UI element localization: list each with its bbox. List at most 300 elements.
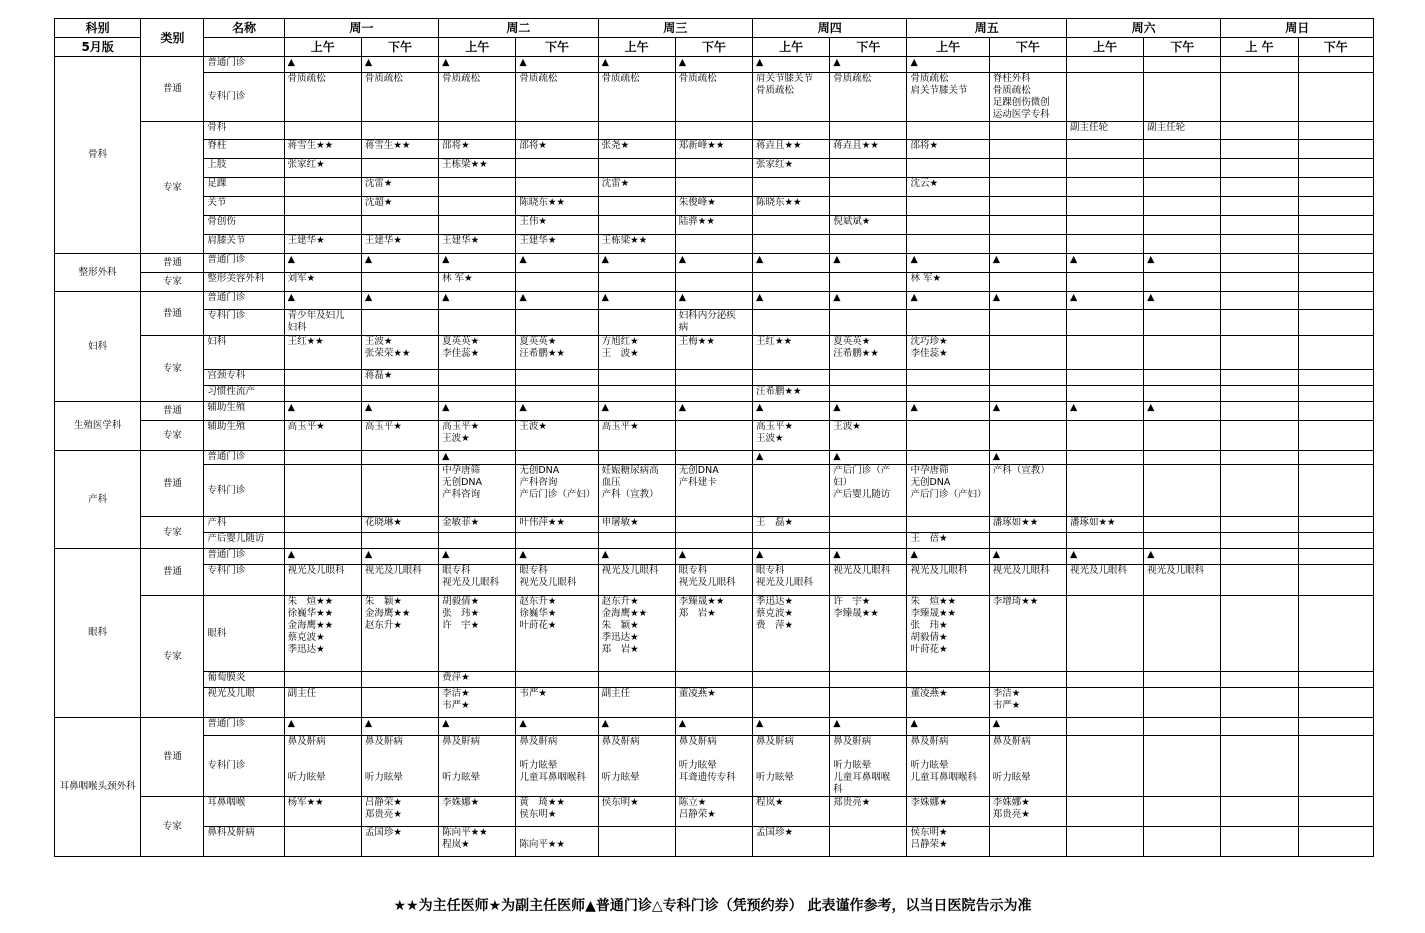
schedule-cell: 骨质疏松 xyxy=(361,73,438,122)
header-pm: 下午 xyxy=(1298,38,1373,57)
schedule-cell xyxy=(1298,235,1373,254)
schedule-cell xyxy=(361,216,438,235)
schedule-cell xyxy=(1144,159,1221,178)
schedule-cell: ▲ xyxy=(675,402,752,421)
header-am: 上午 xyxy=(753,38,830,57)
schedule-cell: 王红★★ xyxy=(753,336,830,370)
clinic-name-cell: 辅助生殖 xyxy=(204,402,284,421)
schedule-cell: ▲ xyxy=(1144,549,1221,565)
schedule-cell: 朱 颖★ 金海鹰★★ 赵东升★ xyxy=(361,596,438,672)
schedule-cell xyxy=(830,273,907,292)
schedule-cell: 鼻及鼾病 听力眩晕 xyxy=(753,736,830,797)
schedule-cell xyxy=(675,827,752,857)
header-am-sun: 上 午 xyxy=(1221,38,1298,57)
table-row xyxy=(55,386,1374,402)
schedule-cell xyxy=(907,197,989,216)
table-row xyxy=(55,216,1374,235)
schedule-cell: ▲ xyxy=(284,549,361,565)
schedule-cell xyxy=(598,310,675,336)
clinic-name-cell: 辅助生殖 xyxy=(204,421,284,451)
schedule-cell xyxy=(1144,827,1221,857)
schedule-cell xyxy=(1221,565,1298,596)
schedule-cell xyxy=(989,197,1066,216)
schedule-cell xyxy=(1144,451,1221,465)
schedule-cell: ▲ xyxy=(598,549,675,565)
schedule-cell: 产科（宣教） xyxy=(989,465,1066,517)
schedule-cell xyxy=(1144,672,1221,688)
clinic-name-cell: 骨科 xyxy=(204,122,284,140)
schedule-cell xyxy=(830,159,907,178)
table-row xyxy=(55,140,1374,159)
header-mon: 周一 xyxy=(284,19,438,38)
schedule-cell: 李姝娜★ xyxy=(907,797,989,827)
schedule-cell: ▲ xyxy=(439,451,516,465)
schedule-cell xyxy=(1144,178,1221,197)
clinic-name-cell: 上肢 xyxy=(204,159,284,178)
schedule-cell xyxy=(284,517,361,533)
schedule-cell xyxy=(1221,672,1298,688)
schedule-cell xyxy=(675,370,752,386)
schedule-cell: 赵东升★ 金海鹰★★ 朱 颖★ 季迅达★ 郑 岩★ xyxy=(598,596,675,672)
schedule-cell xyxy=(1066,235,1143,254)
schedule-cell: ▲ xyxy=(361,549,438,565)
schedule-cell: ▲ xyxy=(989,549,1066,565)
schedule-cell: ▲ xyxy=(753,549,830,565)
schedule-body xyxy=(55,19,1374,857)
schedule-cell xyxy=(1221,178,1298,197)
schedule-cell: 邵将★ xyxy=(907,140,989,159)
schedule-cell xyxy=(439,370,516,386)
table-row xyxy=(55,465,1374,517)
schedule-cell xyxy=(1221,517,1298,533)
schedule-cell: 鼻及鼾病 听力眩晕 xyxy=(284,736,361,797)
schedule-cell: ▲ xyxy=(830,718,907,736)
schedule-cell xyxy=(284,197,361,216)
schedule-cell: ▲ xyxy=(439,402,516,421)
dept-cell: 耳鼻咽喉头颈外科 xyxy=(55,718,141,857)
schedule-cell xyxy=(753,310,830,336)
type-cell: 专家 xyxy=(141,421,204,451)
schedule-cell xyxy=(830,517,907,533)
schedule-cell xyxy=(1066,736,1143,797)
schedule-cell xyxy=(675,178,752,197)
schedule-cell: 申屠敏★ xyxy=(598,517,675,533)
schedule-cell: 朱 煊★★ 李臻晟★★ 张 玮★ 胡毅倩★ 叶莳花★ xyxy=(907,596,989,672)
table-row xyxy=(55,533,1374,549)
schedule-cell: 赵东升★ 徐巍华★ 叶莳花★ xyxy=(516,596,598,672)
schedule-cell: 沈雷★ xyxy=(598,178,675,197)
type-cell: 普通 xyxy=(141,451,204,517)
schedule-cell: 骨质疏松 xyxy=(598,73,675,122)
schedule-cell xyxy=(598,197,675,216)
schedule-cell: 王建华★ xyxy=(284,235,361,254)
schedule-cell xyxy=(907,122,989,140)
schedule-cell: ▲ xyxy=(753,402,830,421)
schedule-cell xyxy=(1144,736,1221,797)
schedule-cell xyxy=(907,310,989,336)
schedule-cell xyxy=(1144,797,1221,827)
schedule-cell xyxy=(1221,292,1298,310)
schedule-cell xyxy=(516,672,598,688)
table-row xyxy=(55,549,1374,565)
schedule-cell xyxy=(1221,254,1298,273)
schedule-cell xyxy=(361,672,438,688)
header-pm: 下午 xyxy=(675,38,752,57)
schedule-cell: ▲ xyxy=(361,254,438,273)
header-am: 上午 xyxy=(1066,38,1143,57)
schedule-cell xyxy=(989,370,1066,386)
schedule-cell xyxy=(284,451,361,465)
schedule-cell xyxy=(1298,254,1373,273)
schedule-cell xyxy=(1144,336,1221,370)
legend-footer: ★★为主任医师★为副主任医师▲普通门诊△专科门诊（凭预约券） 此表谨作参考，以当日医院告示为准 xyxy=(393,898,1032,914)
schedule-cell: ▲ xyxy=(439,254,516,273)
type-cell: 普通 xyxy=(141,718,204,797)
clinic-name-cell: 普通门诊 xyxy=(204,718,284,736)
schedule-cell: 高玉平★ xyxy=(284,421,361,451)
schedule-cell: 中孕唐筛 无创DNA 产科咨询 xyxy=(439,465,516,517)
header-wed: 周三 xyxy=(598,19,752,38)
schedule-cell xyxy=(1221,386,1298,402)
schedule-cell: 蒋雪生★★ xyxy=(284,140,361,159)
schedule-cell: 视光及儿眼科 xyxy=(1144,565,1221,596)
schedule-cell: ▲ xyxy=(1066,549,1143,565)
schedule-cell xyxy=(830,672,907,688)
schedule-cell xyxy=(675,672,752,688)
clinic-name-cell: 专科门诊 xyxy=(204,73,284,122)
schedule-cell xyxy=(675,421,752,451)
schedule-cell xyxy=(1144,197,1221,216)
schedule-cell xyxy=(1144,57,1221,73)
schedule-cell xyxy=(1298,197,1373,216)
schedule-cell xyxy=(753,216,830,235)
schedule-cell xyxy=(439,310,516,336)
schedule-cell xyxy=(516,386,598,402)
schedule-cell: 朱俊峰★ xyxy=(675,197,752,216)
schedule-cell: ▲ xyxy=(439,57,516,73)
schedule-cell: 张家红★ xyxy=(284,159,361,178)
schedule-cell xyxy=(598,122,675,140)
schedule-cell xyxy=(1221,216,1298,235)
schedule-cell xyxy=(830,310,907,336)
header-pm: 下午 xyxy=(516,38,598,57)
schedule-cell xyxy=(1298,451,1373,465)
schedule-cell: ▲ xyxy=(1144,254,1221,273)
schedule-cell xyxy=(1221,370,1298,386)
schedule-cell xyxy=(989,159,1066,178)
schedule-cell xyxy=(598,159,675,178)
table-row xyxy=(55,797,1374,827)
header-sun: 周日 xyxy=(1221,19,1374,38)
schedule-cell: 眼专科 视光及儿眼科 xyxy=(516,565,598,596)
schedule-cell: 蒋雪生★★ xyxy=(361,140,438,159)
table-row xyxy=(55,451,1374,465)
schedule-cell: ▲ xyxy=(753,57,830,73)
schedule-cell xyxy=(516,310,598,336)
schedule-cell xyxy=(516,273,598,292)
clinic-name-cell: 专科门诊 xyxy=(204,565,284,596)
schedule-cell xyxy=(1066,386,1143,402)
schedule-cell xyxy=(675,273,752,292)
schedule-cell xyxy=(598,273,675,292)
schedule-cell xyxy=(1066,140,1143,159)
schedule-cell xyxy=(907,421,989,451)
schedule-cell xyxy=(1066,596,1143,672)
schedule-cell xyxy=(675,533,752,549)
schedule-cell xyxy=(284,533,361,549)
schedule-cell: ▲ xyxy=(598,718,675,736)
schedule-cell: 肩关节膝关节 骨质疏松 xyxy=(753,73,830,122)
schedule-cell xyxy=(284,386,361,402)
schedule-cell: 鼻及鼾病 听力眩晕 xyxy=(361,736,438,797)
schedule-cell xyxy=(753,273,830,292)
schedule-cell xyxy=(753,235,830,254)
schedule-cell xyxy=(989,235,1066,254)
schedule-cell xyxy=(1298,736,1373,797)
schedule-cell: 张尧★ xyxy=(598,140,675,159)
schedule-cell xyxy=(516,178,598,197)
header-fri: 周五 xyxy=(907,19,1066,38)
dept-cell: 妇科 xyxy=(55,292,141,402)
clinic-name-cell: 骨创伤 xyxy=(204,216,284,235)
schedule-cell xyxy=(753,672,830,688)
type-cell: 专家 xyxy=(141,797,204,857)
type-cell: 专家 xyxy=(141,517,204,549)
clinic-name-cell: 习惯性流产 xyxy=(204,386,284,402)
schedule-cell xyxy=(1144,370,1221,386)
schedule-cell: ▲ xyxy=(598,402,675,421)
schedule-cell xyxy=(989,57,1066,73)
schedule-cell: 蒋磊★ xyxy=(361,370,438,386)
schedule-cell xyxy=(1221,421,1298,451)
schedule-cell: 朱 煊★★ 徐巍华★★ 金海鹰★★ 蔡克波★ 季迅达★ xyxy=(284,596,361,672)
schedule-cell: 潘琢如★★ xyxy=(989,517,1066,533)
schedule-cell: 侯东明★ 吕静荣★ xyxy=(907,827,989,857)
schedule-cell: 王建华★ xyxy=(361,235,438,254)
schedule-cell: 李姝娜★ xyxy=(439,797,516,827)
schedule-cell xyxy=(830,827,907,857)
schedule-cell xyxy=(439,197,516,216)
schedule-cell xyxy=(1221,465,1298,517)
header-pm: 下午 xyxy=(830,38,907,57)
schedule-cell: 骨质疏松 xyxy=(284,73,361,122)
schedule-cell xyxy=(1221,451,1298,465)
header-tue: 周二 xyxy=(439,19,598,38)
schedule-cell: 陈晓东★★ xyxy=(516,197,598,216)
schedule-cell: ▲ xyxy=(989,292,1066,310)
table-row xyxy=(55,517,1374,533)
schedule-cell: ▲ xyxy=(1144,402,1221,421)
schedule-cell xyxy=(1298,386,1373,402)
schedule-cell xyxy=(598,216,675,235)
schedule-cell xyxy=(516,533,598,549)
schedule-cell: ▲ xyxy=(830,254,907,273)
schedule-cell: ▲ xyxy=(598,292,675,310)
schedule-cell: 鼻及鼾病 听力眩晕 xyxy=(989,736,1066,797)
schedule-cell: ▲ xyxy=(439,292,516,310)
schedule-cell: 无创DNA 产科建卡 xyxy=(675,465,752,517)
schedule-cell: ▲ xyxy=(516,254,598,273)
schedule-cell: ▲ xyxy=(675,254,752,273)
schedule-cell xyxy=(1066,159,1143,178)
schedule-cell: 眼专科 视光及儿眼科 xyxy=(675,565,752,596)
schedule-cell: 副主任轮 xyxy=(1066,122,1143,140)
dept-cell: 骨科 xyxy=(55,57,141,254)
schedule-cell: ▲ xyxy=(907,402,989,421)
header-type: 类别 xyxy=(141,19,204,57)
schedule-cell xyxy=(1221,736,1298,797)
schedule-cell xyxy=(907,517,989,533)
schedule-cell: 方旭红★ 王 波★ xyxy=(598,336,675,370)
schedule-cell xyxy=(830,688,907,718)
schedule-cell: 陈向平★★ 程岚★ xyxy=(439,827,516,857)
clinic-name-cell: 普通门诊 xyxy=(204,254,284,273)
schedule-cell xyxy=(598,451,675,465)
schedule-cell xyxy=(1298,533,1373,549)
schedule-cell xyxy=(1144,386,1221,402)
schedule-cell: 视光及儿眼科 xyxy=(989,565,1066,596)
schedule-cell: 王 磊★ xyxy=(753,517,830,533)
schedule-cell: ▲ xyxy=(598,254,675,273)
schedule-cell: ▲ xyxy=(516,292,598,310)
schedule-cell: ▲ xyxy=(1066,254,1143,273)
clinic-name-cell: 宫颈专科 xyxy=(204,370,284,386)
schedule-cell: 副主任轮 xyxy=(1144,122,1221,140)
schedule-cell xyxy=(1221,197,1298,216)
table-row xyxy=(55,273,1374,292)
schedule-cell: 郑贵亮★ xyxy=(830,797,907,827)
schedule-cell: 王 蓓★ xyxy=(907,533,989,549)
table-row xyxy=(55,235,1374,254)
schedule-cell xyxy=(1144,216,1221,235)
schedule-cell xyxy=(598,370,675,386)
schedule-cell: 王波★ xyxy=(516,421,598,451)
type-cell: 专家 xyxy=(141,336,204,402)
schedule-cell: 刘军★ xyxy=(284,273,361,292)
schedule-cell: 张家红★ xyxy=(753,159,830,178)
schedule-cell xyxy=(1221,122,1298,140)
schedule-cell xyxy=(284,370,361,386)
schedule-cell xyxy=(989,827,1066,857)
schedule-cell: ▲ xyxy=(830,292,907,310)
header-row-days xyxy=(55,19,1374,38)
dept-cell: 眼科 xyxy=(55,549,141,718)
schedule-cell xyxy=(516,370,598,386)
header-am: 上午 xyxy=(284,38,361,57)
schedule-cell xyxy=(1066,57,1143,73)
schedule-cell xyxy=(1298,178,1373,197)
table-row xyxy=(55,336,1374,370)
type-cell: 普通 xyxy=(141,549,204,596)
schedule-cell: 高玉平★ xyxy=(361,421,438,451)
clinic-name-cell: 普通门诊 xyxy=(204,549,284,565)
table-row xyxy=(55,159,1374,178)
schedule-cell xyxy=(284,122,361,140)
schedule-cell: ▲ xyxy=(284,402,361,421)
schedule-cell xyxy=(439,533,516,549)
schedule-cell xyxy=(1221,797,1298,827)
schedule-cell xyxy=(907,370,989,386)
schedule-cell xyxy=(439,386,516,402)
schedule-cell: 沈超★ xyxy=(361,197,438,216)
schedule-cell xyxy=(1066,797,1143,827)
clinic-name-cell: 整形美容外科 xyxy=(204,273,284,292)
schedule-cell: 鼻及鼾病 听力眩晕 儿童耳鼻咽喉 科 xyxy=(830,736,907,797)
schedule-cell xyxy=(1144,140,1221,159)
header-row-halfday xyxy=(55,38,1374,57)
schedule-cell xyxy=(989,140,1066,159)
schedule-cell: ▲ xyxy=(516,549,598,565)
schedule-cell: ▲ xyxy=(361,402,438,421)
schedule-cell: ▲ xyxy=(1144,292,1221,310)
schedule-cell xyxy=(1221,336,1298,370)
clinic-name-cell: 产科 xyxy=(204,517,284,533)
schedule-cell xyxy=(361,273,438,292)
schedule-cell xyxy=(675,159,752,178)
schedule-table xyxy=(54,18,1374,857)
clinic-name-cell: 妇科 xyxy=(204,336,284,370)
schedule-cell: ▲ xyxy=(675,718,752,736)
table-row xyxy=(55,688,1374,718)
schedule-cell xyxy=(675,386,752,402)
schedule-cell xyxy=(1221,235,1298,254)
schedule-cell: ▲ xyxy=(361,57,438,73)
schedule-cell: 郑新峰★★ xyxy=(675,140,752,159)
schedule-cell xyxy=(1298,549,1373,565)
schedule-cell: 鼻及鼾病 听力眩晕 xyxy=(598,736,675,797)
schedule-cell xyxy=(598,533,675,549)
schedule-cell: ▲ xyxy=(284,292,361,310)
schedule-cell: ▲ xyxy=(907,718,989,736)
schedule-cell: 高玉平★ xyxy=(598,421,675,451)
schedule-cell: ▲ xyxy=(907,57,989,73)
schedule-cell: 副主任 xyxy=(598,688,675,718)
schedule-cell xyxy=(753,533,830,549)
header-dept: 科别 xyxy=(55,19,141,38)
schedule-cell: 李洁★ 韦严★ xyxy=(989,688,1066,718)
schedule-cell xyxy=(1066,370,1143,386)
schedule-cell: 李增琦★★ xyxy=(989,596,1066,672)
schedule-cell: 夏英英★ 汪希鹏★★ xyxy=(830,336,907,370)
table-row xyxy=(55,827,1374,857)
schedule-cell: 汪希鹏★★ xyxy=(753,386,830,402)
clinic-name-cell: 关节 xyxy=(204,197,284,216)
schedule-cell: ▲ xyxy=(830,57,907,73)
schedule-cell: 眼专科 视光及儿眼科 xyxy=(753,565,830,596)
schedule-cell: 林 军★ xyxy=(439,273,516,292)
schedule-cell xyxy=(598,672,675,688)
schedule-cell: 沈雷★ xyxy=(361,178,438,197)
schedule-cell: 鼻及鼾病 听力眩晕 儿童耳鼻咽喉科 xyxy=(907,736,989,797)
schedule-cell: ▲ xyxy=(439,718,516,736)
schedule-cell xyxy=(830,197,907,216)
type-cell: 专家 xyxy=(141,273,204,292)
schedule-cell: ▲ xyxy=(675,292,752,310)
schedule-cell xyxy=(1144,421,1221,451)
schedule-cell: 黄 琦★★ 侯东明★ xyxy=(516,797,598,827)
schedule-cell xyxy=(1298,421,1373,451)
schedule-cell xyxy=(439,178,516,197)
table-row xyxy=(55,370,1374,386)
schedule-cell xyxy=(989,672,1066,688)
schedule-cell xyxy=(830,122,907,140)
clinic-name-cell: 专科门诊 xyxy=(204,465,284,517)
schedule-cell xyxy=(989,273,1066,292)
schedule-cell xyxy=(989,386,1066,402)
schedule-cell: 骨质疏松 xyxy=(830,73,907,122)
schedule-cell: ▲ xyxy=(753,254,830,273)
schedule-cell xyxy=(1298,827,1373,857)
